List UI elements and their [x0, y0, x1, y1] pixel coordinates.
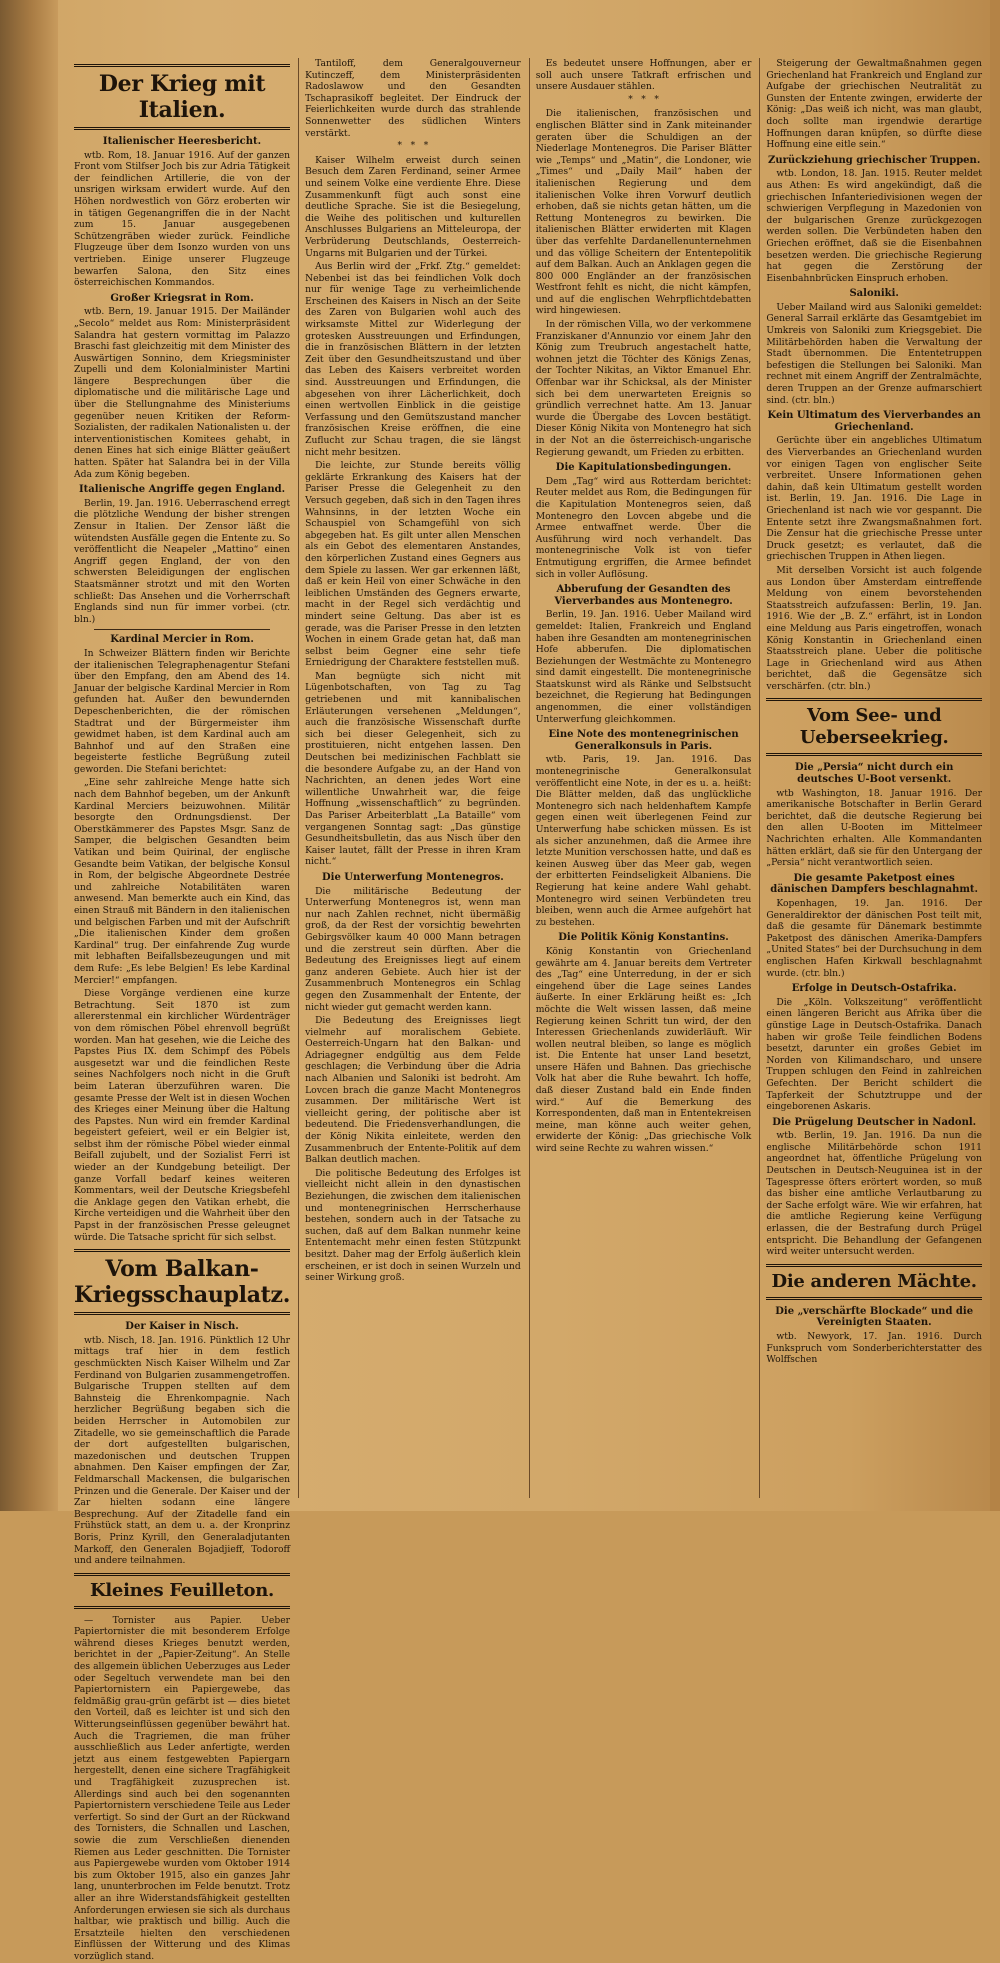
headline-italy-war: Der Krieg mit Italien. — [74, 64, 290, 130]
article-paragraph: Aus Berlin wird der „Frkf. Ztg.“ gemeldet: Nebenbei ist das bei feindlichen Volk doch nur für wenige Tage zu verheimlichende Erscheinen des Kaisers in Nisch an der Seite des Zaren von Bulgarien wohl auch des wirksamste Mittel zur Widerlegung der grotesken Ausstreuungen und Erfindungen, die in französischen Blättern in der letzten Zeit über den Gesundheitszustand und über das Leben des Kaisers verbreitet worden sind. Ausstreuungen und Erfindungen, die abgesehen von ihrer Lächerlichkeit, doch einen wertvollen Einblick in die geistige Verfassung und den Gemütszustand mancher französischen Kreise eröffnen, die eine Zuflucht zur Schau tragen, die sie längst nicht mehr besitzen. — [305, 261, 521, 458]
section-heading: Zurückziehung griechischer Truppen. — [768, 154, 981, 166]
article-paragraph: wtb. Paris, 19. Jan. 1916. Das montenegrinische Generalkonsulat veröffentlicht eine Note, in der es u. a. heißt: Die Blätter melden, daß das unglückliche Montenegro sich nach heldenhaftem Kampfe gegen einen weit überlegenen Feind zur Unterwerfung habe schicken müssen. Es ist als sicher anzunehmen, daß die Armee ihre letzte Munition verschossen hatte, und daß es keinen Ausweg über das Meer gab, wegen der erbitterten Feindseligkeit Albaniens. Die Regierung hat keine andere Wahl gehabt. Montenegro wird seinen Verbündeten treu bleiben, wenn auch die Armee aufgehört hat zu bestehen. — [535, 754, 752, 928]
article-paragraph: Die politische Bedeutung des Erfolges ist vielleicht nicht allein in den dynastischen Beziehungen, die zwischen dem italienischen und montenegrinischen Herrscherhause bestehen, sondern auch in der Tatsache zu suchen, daß auf dem Balkan nunmehr keine Ententemacht mehr einen festen Stützpunkt besitzt. Daher mag der Erfolg äußerlich klein erscheinen, er ist doch in seinen Wurzeln und seiner Wirkung groß. — [305, 1167, 521, 1284]
article-paragraph: wtb Washington, 18. Januar 1916. Der amerikanische Botschafter in Berlin Gerard berichtet, daß die deutsche Regierung bei den allen U-Booten im Mittelmeer Nachrichten erhalten. Alle Kommandanten hätten erklärt, daß sie für den Untergang der „Persia“ nicht verantwortlich seien. — [766, 787, 982, 869]
column-4 — [759, 58, 982, 1498]
section-heading: Erfolge in Deutsch-Ostafrika. — [791, 983, 957, 995]
separator-stars: * * * — [397, 141, 429, 152]
headline-balkan: Vom Balkan-Kriegsschauplatz. — [74, 1249, 290, 1315]
article-paragraph: In Schweizer Blättern finden wir Berichte der italienischen Telegraphenagentur Stefani über den Empfang, den am Abend des 14. Januar der belgische Kardinal Mercier in Rom gefunden hat. Außer den bewundernden Depeschenberichten, die der römischen Stadtrat und der Bürgermeister ihm gewidmet haben, ist dem Kardinal auch am Bahnhof und auf den Straßen eine begeisterte festliche Begrüßung zuteil geworden. Die Stefani berichtet: — [74, 647, 291, 775]
section-heading: Der Kaiser in Nisch. — [125, 1321, 239, 1333]
section-heading: Italienische Angriffe gegen England. — [78, 484, 286, 496]
headline-feuilleton: Kleines Feuilleton. — [74, 1573, 290, 1609]
article-paragraph: Die italienischen, französischen und englischen Blätter sind in Zank miteinander geraten über die Schuldigen an der Niederlage Montenegros. Die Pariser Blätter wie „Temps“ und „Matin“, die Londoner, wie „Times“ und „Daily Mail“ haben der italienischen Regierung und dem italienischen Volke ihren Vorwurf deutlich erhoben, daß sie nichts getan hätten, um die Rettung Montenegros zu bewirken. Die italienischen Blätter erwiderten mit Klagen über das verfehlte Dardanellenunternehmen und das völlige Scheitern der Ententepolitik auf dem Balkan. Auch an Anklagen gegen die 800 000 Engländer an der französischen Westfront fehlt es nicht, die nicht kämpfen, und auf die englischen Wehrpflichtdebatten wird hingewiesen. — [535, 108, 752, 317]
article-paragraph: Die leichte, zur Stunde bereits völlig geklärte Erkrankung des Kaisers hat der Pariser Presse die Gelegenheit zu den Versuch gegeben, daß sich in den Tagen ihres Wahnsinns, in der letzten Woche ein Schauspiel von Schamgefühl von sich abgegeben hat. Es gilt unter allen Menschen als ein Gebot des elementaren Anstandes, den körperlichen Zustand eines Gegners aus dem Spiele zu lassen. Wer gar erkennen läßt, daß er kein Heil von einer Schwäche in den leiblichen Umständen des Gegners erwarte, macht in der Regel sich verdächtig und mindert seine Geltung. Das aber ist es gerade, was die Pariser Presse in den letzten Wochen in einem Grade getan hat, daß man selbst beim Gegner eine sehr tiefe Erniedrigung der Charaktere feststellen muß. — [305, 460, 521, 669]
article-paragraph: Dem „Tag“ wird aus Rotterdam berichtet: Reuter meldet aus Rom, die Bedingungen für die Kapitulation Montenegros seien, daß Montenegro den Lovcen abgebe und die Armee entwaffnet werde. Über die Ausführung wird noch verhandelt. Das montenegrinische Volk ist von tiefer Entmutigung ergriffen, die Armee befindet sich in voller Auflösung. — [535, 475, 752, 580]
article-paragraph: Diese Vorgänge verdienen eine kurze Betrachtung. Seit 1870 ist zum allererstenmal ein kirchlicher Würdenträger von dem römischen Pöbel ehrenvoll begrüßt worden. Man hat gesehen, wie die Leiche des Papstes Pius IX. dem Schimpf des Pöbels ausgesetzt war und die feindlichen Reste seines Nachfolgers noch nicht in die Gruft beim Lateran überzuführen waren. Die gesamte Presse der Welt ist in diesen Wochen des Krieges einer Meinung über die Haltung des Papstes. Nun wird ein fremder Kardinal begeistert gefeiert, weil er ein Belgier ist, selbst ihm der römische Pöbel wieder einmal Beifall zujubelt, und der Sozialist Ferri ist wieder an der Kundgebung beteiligt. Der ganze Vorfall bedarf keines weiteren Kommentars, weil der Deutsche Kriegsbefehl die Anklage gegen den Vatikan erhebt, die Kirche verteidigen und die Wahrheit über den Papst in der französischen Presse geleugnet würde. Die Tatsache spricht für sich selbst. — [74, 988, 291, 1243]
article-paragraph: Kaiser Wilhelm erweist durch seinen Besuch dem Zaren Ferdinand, seiner Armee und seinem Volke eine verdiente Ehre. Diese Zusammenkunft fügt auch sonst eine deutliche Sprache. Sie ist die Besiegelung, die Weihe des politischen und kulturellen Anschlusses Bulgariens an Mitteleuropa, der Verbrüderung Deutschlands, Oesterreich-Ungarns mit Bulgarien und der Türkei. — [305, 154, 521, 259]
article-paragraph: — Tornister aus Papier. Ueber Papiertornister die mit besonderem Erfolge während dieses Krieges benutzt werden, berichtet in der „Papier-Zeitung“. An Stelle des allgemein üblichen Ueberzuges aus Leder oder Segeltuch verwendete man bei den Papiertornistern ein Papiergewebe, das feldmäßig grau-grün gefärbt ist — dies bietet den Vorteil, daß es leichter ist und sich den Witterungseinflüssen gegenüber bewährt hat. Auch die Tragriemen, die man früher ausschließlich aus Leder anfertigte, werden jetzt aus einem festgewebten Papiergarn hergestellt, denen eine sichere Tragfähigkeit und Tragfähigkeit zuzusprechen ist. Allerdings sind auch bei den sogenannten Papiertornistern verschiedene Teile aus Leder verfertigt. So sind der Gurt an der Rückwand des Tornisters, die Schnallen und Laschen, sowie die zum Verschließen dienenden Riemen aus Leder geschnitten. Die Tornister aus Papiergewebe wurden vom Oktober 1914 bis zum Oktober 1915, also ein ganzes Jahr lang, ununterbrochen im Felde benutzt. Trotz aller an ihre Widerstandsfähigkeit gestellten Anforderungen erwiesen sie sich als durchaus haltbar, wie praktisch und billig. Auch die Ersatzteile hielten den verschiedenen Einflüssen der Witterung und des Klimas vorzüglich stand. — [74, 1614, 291, 1962]
column-1 — [74, 58, 291, 1962]
section-heading: Kein Ultimatum des Vierverbandes an Griechenland. — [767, 410, 981, 433]
column-grid — [74, 58, 982, 1962]
article-paragraph: Man begnügte sich nicht mit Lügenbotschaften, von Tag zu Tag getriebenen und mit kannibalischen Erläuterungen versehenen „Meldungen“, auch die französische Wissenschaft durfte sich bei dieser Gelegenheit, sich zu prostituieren, nicht entgehen lassen. Den Deutschen bei medizinischen Fachblatt sie die besondere Aufgabe zu, an der Hand von Nachrichten, an denen jedes Wort eine willentliche Unwahrheit war, die feige Hoffnung „wissenschaftlich“ zu begründen. Das Pariser Arbeiterblatt „La Bataille“ vom vergangenen Sonntag sagt: „Das günstige Gesundheitsbulletin, das aus Nisch über den Kaiser lautet, fällt der Presse in ihren Kram nicht.“ — [305, 670, 521, 868]
page-edge-left — [0, 0, 58, 1511]
column-3 — [529, 58, 752, 1498]
article-paragraph: wtb. London, 18. Jan. 1915. Reuter meldet aus Athen: Es wird angekündigt, daß die griechischen Infanteriedivisionen wegen der schwierigen Verpflegung in Mazedonien von der bulgarischen Grenze zurückgezogen werden sollen. Die Verbündeten haben den Griechen eröffnet, daß sie die Eisenbahnen besetzen werden. Die griechische Regierung hat gegen die Zerstörung der Eisenbahnbrücken Einspruch erhoben. — [766, 168, 982, 284]
article-paragraph: Die Bedeutung des Ereignisses liegt vielmehr auf moralischem Gebiete. Oesterreich-Ungarn hat den Balkan- und Adriagegner endgültig aus dem Felde geschlagen; die Verbindung über die Adria nach Albanien und Saloniki ist bedroht. Am Lovcen brach die ganze Macht Montenegros zusammen. Der militärische Wert ist vielleicht gering, der politische aber ist bedeutend. Die Friedensverhandlungen, die der König Nikita einleitete, werden den Zusammenbruch der Entente-Politik auf dem Balkan deutlich machen. — [305, 1015, 521, 1166]
article-paragraph: In der römischen Villa, wo der verkommene Franziskaner d'Annunzio vor einem Jahr den König zum Treubruch angestachelt hatte, wohnen jetzt die Töchter des Königs Zenas, der Tochter Nikitas, an Viktor Emanuel Ehr. Offenbar war ihr Schicksal, als der Minister sich bei dem unerwarteten Ereignis so gründlich verrechnet hatte. Am 13. Januar wurde die Übergabe des Lovcen bestätigt. Dieser König Nikita von Montenegro hat sich in der Not an die österreichisch-ungarische Regierung gewandt, um Frieden zu erbitten. — [535, 319, 752, 458]
article-paragraph: Mit derselben Vorsicht ist auch folgende aus London über Amsterdam eintreffende Meldung von einem bevorstehenden Staatsstreich aufzufassen: Berlin, 19. Jan. 1916. Wie der „B. Z.“ erfährt, ist in London eine Meldung aus Paris eingetroffen, wonach König Konstantin in Griechenland einen Staatsstreich plane. Ueber die politische Lage in Griechenland wird aus Athen berichtet, daß die Gegensätze sich verschärfen. (ctr. bln.) — [766, 564, 982, 692]
article-paragraph: Die militärische Bedeutung der Unterwerfung Montenegros ist, wenn man nur nach Zahlen rechnet, nicht übermäßig groß, da der Rest der vorsichtig bewehrten Gebirgsvölker kaum 40 000 Mann betragen und die zerstreut sein dürften. Aber die Bedeutung des Ereignisses liegt auf einem ganz anderen Gebiete. Auch hier ist der Zusammenbruch Montenegros ein Schlag gegen den Zusammenhalt der Entente, der nicht wieder gut gemacht werden kann. — [305, 885, 521, 1013]
article-paragraph: Es bedeutet unsere Hoffnungen, aber er soll auch unsere Tatkraft erfrischen und unsere Ausdauer stählen. — [535, 58, 752, 93]
section-heading: Die Prügelung Deutscher in Nadonl. — [772, 1116, 977, 1128]
page-edge-right — [990, 0, 1000, 1511]
article-paragraph: Gerüchte über ein angebliches Ultimatum des Vierverbandes an Griechenland wurden vor einigen Tagen von englischer Seite verbreitet. Unsere Informationen gehen dahin, daß kein Ultimatum gestellt worden ist. Berlin, 19. Jan. 1916. Die Lage in Griechenland ist nach wie vor gespannt. Die Entente setzt ihre Zwangsmaßnahmen fort. Die Zensur hat die griechische Presse unter Druck gesetzt; es verlautet, daß die griechischen Truppen in Athen liegen. — [766, 435, 982, 563]
separator-stars: * * * — [628, 94, 659, 105]
headline-sea-war: Vom See- und Ueberseekrieg. — [766, 698, 982, 756]
section-heading: Eine Note des montenegrinischen Generalkonsuls in Paris. — [548, 729, 739, 752]
article-paragraph: wtb. Nisch, 18. Jan. 1916. Pünktlich 12 Uhr mittags traf hier in dem festlich geschmückten Nisch Kaiser Wilhelm und Zar Ferdinand von Bulgarien zusammengetroffen. Bulgarische Truppen stellten auf dem Bahnsteig die Ehrenkompagnie. Nach herzlicher Begrüßung begaben sich die beiden Herrscher in Automobilen zur Zitadelle, wo sie gemeinschaftlich die Parade der dort aufgestellten bulgarischen, mazedonischen und deutschen Truppen abnahmen. Den Kaiser empfingen der Zar, Feldmarschall Mackensen, die bulgarischen Prinzen und die Generale. Der Kaiser und der Zar hielten sodann eine längere Besprechung. Auf der Zitadelle fand ein Frühstück statt, an dem u. a. der Kronprinz Boris, Prinz Kyrill, den Generaladjutanten Markoff, den Generalen Bojadjieff, Todoroff und andere teilnahmen. — [74, 1334, 291, 1567]
article-paragraph: Ueber Mailand wird aus Saloniki gemeldet: General Sarrail erklärte das Gesamtgebiet im Umkreis von Saloniki zum Kriegsgebiet. Die Militärbehörden haben die Verwaltung der Stadt übernommen. Die Ententetruppen befestigen die Stellungen bei Saloniki. Man rechnet mit einem Angriff der Zentralmächte, deren Truppen an der Grenze aufmarschiert sind. (ctr. bln.) — [766, 301, 982, 406]
headline-other-powers: Die anderen Mächte. — [766, 1264, 982, 1300]
article-paragraph: wtb. Newyork, 17. Jan. 1916. Durch Funkspruch vom Sonderberichterstatter des Wolffschen — [766, 1331, 982, 1366]
section-heading: Die „Persia“ nicht durch ein deutsches U-Boot versenkt. — [794, 762, 954, 786]
section-heading: Die Politik König Konstantins. — [558, 932, 729, 944]
section-heading: Großer Kriegsrat in Rom. — [110, 292, 254, 304]
section-heading: Italienischer Heeresbericht. — [102, 136, 262, 147]
divider — [94, 629, 270, 630]
article-paragraph: wtb. Rom, 18. Januar 1916. Auf der ganzen Front vom Stilfser Joch bis zur Adria Tätigkeit der feindlichen Artillerie, die von der unsrigen wirksam erwidert wurde. Auf den Höhen nordwestlich von Görz eroberten wir in tätigen Gegenangriffen die in der Nacht zum 15. Januar ausgegebenen Schützengräben wieder zurück. Feindliche Flugzeuge über dem Isonzo wurden von uns vertrieben. Einige unserer Flugzeuge bewarfen Salona, den Sitz eines österreichischen Kommandos. — [74, 149, 291, 289]
article-paragraph: Tantiloff, dem Generalgouverneur Kutinczeff, dem Ministerpräsidenten Radoslawow und den Gesandten Tschaprasikoff begleitet. Der Eindruck der Feierlichkeiten wurde durch das strahlende Sonnenwetter des südlichen Winters verstärkt. — [305, 58, 521, 139]
article-paragraph: Berlin, 19. Jan. 1916. Ueber Mailand wird gemeldet: Italien, Frankreich und England haben ihre Gesandten am montenegrinischen Hofe abberufen. Die diplomatischen Beziehungen der Westmächte zu Montenegro sind damit eingestellt. Die montenegrinische Staatskunst wird als Ränke und Selbstsucht bezeichnet, die Regierung hat Bedingungen angenommen, die einer vollständigen Unterwerfung gleichkommen. — [535, 609, 752, 725]
section-heading: Die Kapitulationsbedingungen. — [555, 462, 732, 474]
article-paragraph: „Eine sehr zahlreiche Menge hatte sich nach dem Bahnhof begeben, um der Ankunft Kardinal Merciers beizuwohnen. Militär besorgte den Ordnungsdienst. Der Oberstkämmerer des Papstes Msgr. Sanz de Samper, die belgischen Gesandten beim Vatikan und beim Quirinal, der englische Gesandte beim Vatikan, der belgische Konsul in Rom, der belgische Abgeordnete Destrée und zahlreiche Notabilitäten waren anwesend. Man bemerkte auch ein Kind, das einen Strauß mit Bändern in den italienischen und belgischen Farben und mit der Aufschrift „Die italienischen Kinder dem großen Kardinal“ trug. Der einfahrende Zug wurde mit lebhaften Beifallsbezeugungen und mit dem Rufe: „Es lebe Belgien! Es lebe Kardinal Mercier!“ empfangen. — [74, 777, 291, 986]
article-paragraph: Berlin, 19. Jan. 1916. Ueberraschend erregt die plötzliche Wendung der bisher strengen Zensur in Italien. Der Zensor läßt die wütendsten Ausfälle gegen die Entente zu. So veröffentlicht die Neapeler „Mattino“ einen Angriff gegen England, der von den schwersten Beleidigungen der englischen Staatsmänner strotzt und mit den Worten schließt: Das Ansehen und die Vorherrschaft Englands sind nun für immer vorbei. (ctr. bln.) — [74, 497, 291, 625]
article-paragraph: Steigerung der Gewaltmaßnahmen gegen Griechenland hat Frankreich und England zur Aufgabe der griechischen Neutralität zu Gunsten der Entente zwingen, erwiderte der König: „Das weiß ich nicht, was man glaubt, doch sollte man irgendwie derartige Hoffnungen daran knüpfen, so dürfte diese Hoffnung eine eitle sein.“ — [766, 58, 982, 151]
section-heading: Die Unterwerfung Montenegros. — [321, 871, 504, 883]
article-paragraph: Die „Köln. Volkszeitung“ veröffentlicht einen längeren Bericht aus Afrika über die günstige Lage in Deutsch-Ostafrika. Danach haben wir große Teile feindlichen Bodens besetzt, darunter ein großes Gebiet im Norden von Kilimandscharo, und unsere Truppen schlugen den Feind in zahlreichen Gefechten. Der Bericht schildert die Tapferkeit der Schutztruppe und der eingeborenen Askaris. — [766, 996, 982, 1113]
section-heading: Abberufung der Gesandten des Vierverbandes aus Montenegro. — [554, 584, 733, 607]
column-2 — [298, 58, 521, 1498]
section-heading: Saloniki. — [849, 288, 899, 300]
article-paragraph: König Konstantin von Griechenland gewährte am 4. Januar bereits dem Vertreter des „Tag“ eine Unterredung, in der er sich eingehend über die Lage seines Landes äußerte. In einer Erklärung heißt es: „Ich möchte die Welt wissen lassen, daß meine Regierung keinen Schritt tun wird, der den Interessen Griechenlands zuwiderläuft. Wir wollen neutral bleiben, so lange es möglich ist. Die Entente hat unser Land besetzt, unsere Häfen und Bahnen. Das griechische Volk hat aber die Ruhe bewahrt. Ich hoffe, daß dieser Zustand bald ein Ende finden wird.“ Auf die Bemerkung des Korrespondenten, daß man in Ententekreisen meine, man könne auch weiter gehen, erwiderte der König: „Das griechische Volk wird seine Rechte zu wahren wissen.“ — [535, 945, 752, 1155]
article-paragraph: wtb. Berlin, 19. Jan. 1916. Da nun die englische Militärbehörde schon 1911 angeordnet hat, öffentliche Prügelung von Deutschen in Deutsch-Neuguinea ist in der Tagespresse öfters erörtert worden, so muß das bisher eine amtliche Verlautbarung zu der Sache erfolgt wäre. Wie wir erfahren, hat die amtliche Regierung keine Verfügung erlassen, die der Bestrafung durch Prügel entspricht. Die Behandlung der Gefangenen wird weiter untersucht werden. — [766, 1130, 982, 1258]
article-paragraph: wtb. Bern, 19. Januar 1915. Der Mailänder „Secolo“ meldet aus Rom: Ministerpräsident Salandra hat gestern vormittag im Palazzo Braschi fast gleichzeitig mit dem Minister des Auswärtigen Sonnino, dem Kriegsminister Zupelli und dem Kolonialminister Martini längere Besprechungen über die diplomatische und die militärische Lage und über die Stellungnahme des Ministeriums gegenüber neuen Kritiken der Reform-Sozialisten, der radikalen Nationalisten u. der interventionistischen Komitees gehabt, in denen Eines hat sich einige Blätter geäußert hatten. Später hat Salandra bei in der Villa Ada zum König begeben. — [74, 306, 291, 480]
section-heading: Kardinal Mercier in Rom. — [110, 634, 254, 646]
section-heading: Die gesamte Paketpost eines dänischen Dampfers beschlagnahmt. — [770, 872, 979, 896]
section-heading: Die „verschärfte Blockade“ und die Vereinigten Staaten. — [775, 1305, 974, 1329]
article-paragraph: Kopenhagen, 19. Jan. 1916. Der Generaldirektor der dänischen Post teilt mit, daß die gesamte für Dänemark bestimmte Paketpost des dänischen Amerika-Dampfers „United States“ bei der Durchsuchung in dem englischen Hafen Kirkwall beschlagnahmt wurde. (ctr. bln.) — [766, 898, 982, 979]
